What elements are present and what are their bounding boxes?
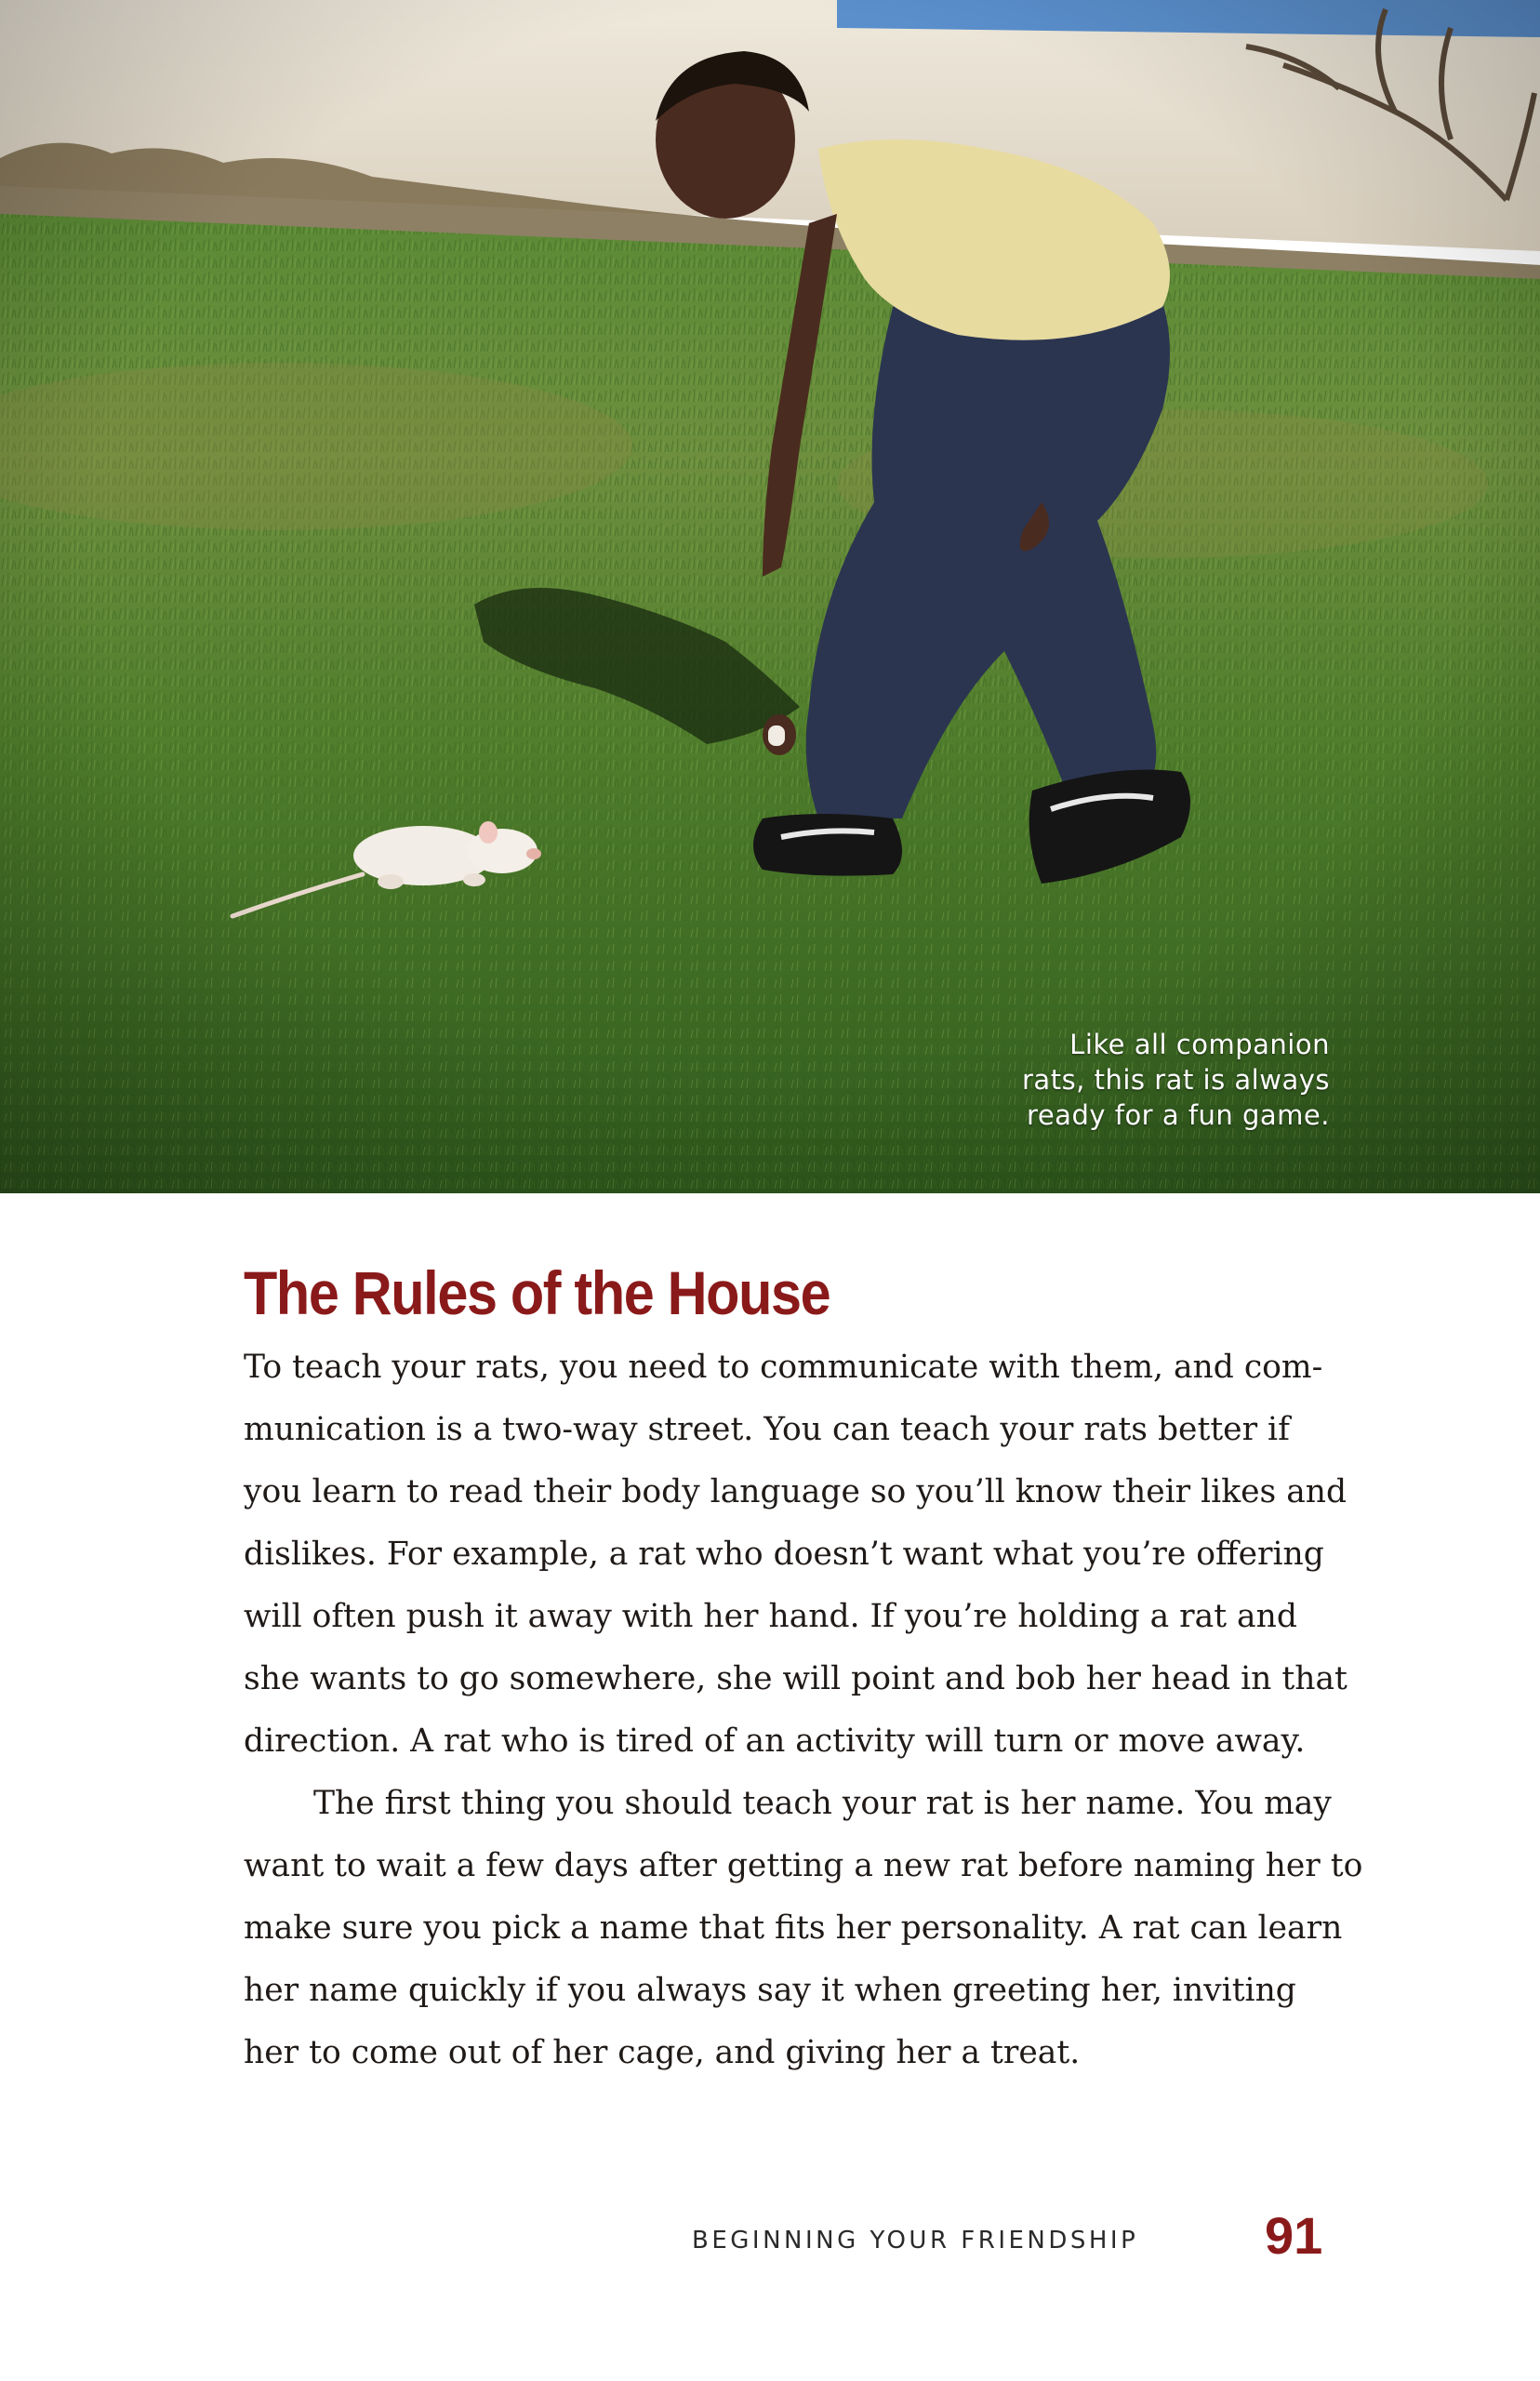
section-heading: The Rules of the House: [244, 1258, 830, 1327]
paragraph-line: her to come out of her cage, and giving her a treat.: [244, 2034, 1081, 2071]
paragraph-line: munication is a two-way street. You can teach your rats better if: [244, 1411, 1290, 1448]
paragraph-line: want to wait a few days after getting a new rat before naming her to: [244, 1847, 1363, 1884]
caption-line: ready for a fun game.: [1027, 1099, 1330, 1131]
paragraph-line: make sure you pick a name that fits her personality. A rat can learn: [244, 1909, 1343, 1947]
running-footer-chapter: BEGINNING YOUR FRIENDSHIP: [692, 2227, 1139, 2255]
photo-caption: [939, 1027, 1330, 1133]
body-text: [244, 1337, 1363, 2084]
paragraph-line: her name quickly if you always say it when greeting her, inviting: [244, 1972, 1296, 2009]
paragraph-line: The first thing you should teach your rat is her name. You may: [313, 1785, 1332, 1822]
page-number: 91: [1265, 2206, 1323, 2265]
paragraph-line: will often push it away with her hand. If you’re holding a rat and: [244, 1598, 1297, 1635]
caption-line: Like all companion: [1069, 1029, 1330, 1060]
paragraph-line: she wants to go somewhere, she will point and bob her head in that: [244, 1660, 1348, 1697]
paragraph-line: direction. A rat who is tired of an activity will turn or move away.: [244, 1723, 1306, 1760]
caption-line: rats, this rat is always: [1022, 1064, 1330, 1096]
paragraph-line: To teach your rats, you need to communicate with them, and com-: [244, 1349, 1323, 1386]
paragraph-line: dislikes. For example, a rat who doesn’t want what you’re offering: [244, 1536, 1324, 1573]
paragraph-line: you learn to read their body language so you’ll know their likes and: [244, 1473, 1348, 1510]
